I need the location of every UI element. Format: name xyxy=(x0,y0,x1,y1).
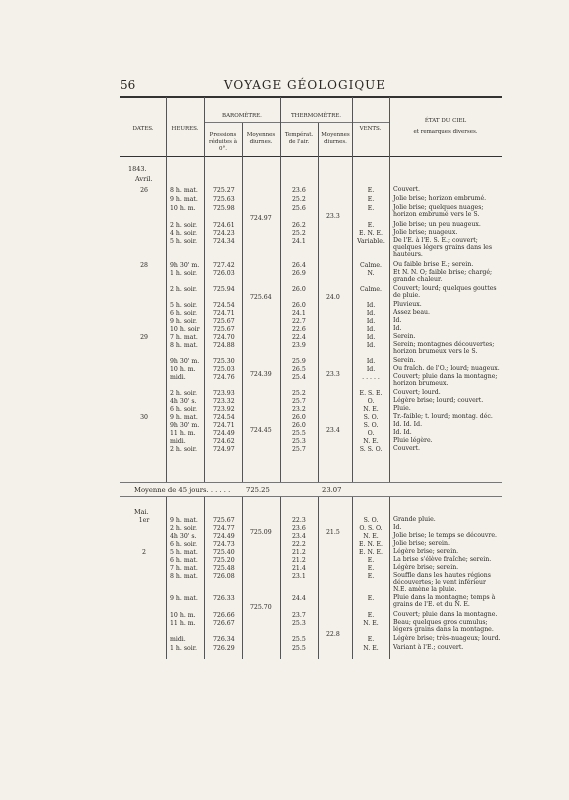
row-pression: 724.54 xyxy=(213,302,235,309)
row-pression: 725.98 xyxy=(213,205,235,212)
row-vent: S. O. xyxy=(363,422,379,429)
row-pression: 726.29 xyxy=(213,645,235,652)
row-remarque: Serein. xyxy=(393,333,416,340)
row-remarque: Couvert; pluie dans la montagne; horizon brumeux. xyxy=(393,373,498,387)
row-remarque: Jolie brise; horizon embrumé. xyxy=(393,195,487,202)
row-pression: 726.33 xyxy=(213,595,235,602)
row-temperature: 25.3 xyxy=(292,620,306,627)
col-rule xyxy=(318,123,319,482)
row-pression: 724.71 xyxy=(213,310,235,317)
row-temperature: 22.4 xyxy=(292,334,306,341)
row-pression: 725.63 xyxy=(213,196,235,203)
row-vent: E. xyxy=(367,205,375,212)
row-vent: E. xyxy=(367,573,375,580)
row-remarque: Légère brise; lourd; couvert. xyxy=(393,397,484,404)
row-pression: 724.23 xyxy=(213,230,235,237)
row-remarque: Serein. xyxy=(393,357,416,364)
row-vent: N. E. xyxy=(363,406,379,413)
row-temperature: 25.7 xyxy=(292,398,306,405)
row-temperature: 26.4 xyxy=(292,262,306,269)
row-pression: 725.67 xyxy=(213,326,235,333)
row-remarque: Couvert; lourd. xyxy=(393,389,441,396)
row-heure: 8 h. mat. xyxy=(170,342,198,349)
row-temperature: 26.5 xyxy=(292,366,306,373)
row-pression: 724.49 xyxy=(213,533,235,540)
row-temperature: 25.7 xyxy=(292,446,306,453)
row-vent: E. xyxy=(367,595,375,602)
row-temperature: 23.6 xyxy=(292,187,306,194)
row-pression: 724.76 xyxy=(213,374,235,381)
row-heure: 1 h. soir. xyxy=(170,270,197,277)
header-thermometre: THERMOMÈTRE. xyxy=(291,113,341,119)
row-temperature: 25.2 xyxy=(292,196,306,203)
row-vent: Id. xyxy=(366,310,376,317)
row-vent: O. xyxy=(367,430,375,437)
row-remarque: Jolie brise; nuageux. xyxy=(393,229,458,236)
row-pression: 723.92 xyxy=(213,406,235,413)
row-temperature: 26.2 xyxy=(292,222,306,229)
row-remarque: Souffle dans les hautes régions découvertes; le vent inférieur N.E. amène la pluie. xyxy=(393,572,491,593)
daily-mean-baro: 725.70 xyxy=(250,604,272,611)
row-heure: 6 h. soir. xyxy=(170,310,197,317)
row-heure: 7 h. mat. xyxy=(170,334,198,341)
row-pression: 725.67 xyxy=(213,517,235,524)
daily-mean-therm: 23.3 xyxy=(326,213,340,220)
row-temperature: 26.0 xyxy=(292,286,306,293)
row-temperature: 25.5 xyxy=(292,636,306,643)
row-temperature: 26.0 xyxy=(292,422,306,429)
group-rule xyxy=(204,122,389,123)
row-vent: Id. xyxy=(366,326,376,333)
row-remarque: Id. xyxy=(393,317,402,324)
row-remarque: Assez beau. xyxy=(393,309,430,316)
row-vent: Calme. xyxy=(360,262,382,269)
row-pression: 724.34 xyxy=(213,238,235,245)
col-rule xyxy=(389,497,390,659)
row-pression: 724.70 xyxy=(213,334,235,341)
daily-mean-baro: 724.97 xyxy=(250,215,272,222)
row-vent: E. xyxy=(367,636,375,643)
row-pression: 725.40 xyxy=(213,549,235,556)
row-heure: 6 h. mat. xyxy=(170,557,198,564)
row-remarque: Id. Id. xyxy=(393,429,412,436)
row-heure: 2 h. soir. xyxy=(170,390,197,397)
row-pression: 726.66 xyxy=(213,612,235,619)
row-remarque: Couvert. xyxy=(393,186,421,193)
row-temperature: 24.1 xyxy=(292,310,306,317)
row-heure: 2 h. soir. xyxy=(170,222,197,229)
row-temperature: 25.4 xyxy=(292,374,306,381)
row-temperature: 23.2 xyxy=(292,406,306,413)
row-pression: 725.27 xyxy=(213,187,235,194)
row-vent: E. N. E. xyxy=(359,549,383,556)
row-heure: 4h 30' s. xyxy=(170,398,197,405)
row-heure: 9h 30' m. xyxy=(170,358,200,365)
row-vent: Id. xyxy=(366,302,376,309)
row-heure: 9 h. mat. xyxy=(170,196,198,203)
row-vent: E. xyxy=(367,196,375,203)
row-temperature: 23.9 xyxy=(292,342,306,349)
month-april: Avril. xyxy=(135,175,153,183)
running-head xyxy=(120,78,490,92)
row-pression: 726.67 xyxy=(213,620,235,627)
col-rule xyxy=(204,97,205,482)
row-vent: O. xyxy=(367,398,375,405)
daily-mean-therm: 22.8 xyxy=(326,631,340,638)
row-remarque: Grande pluie. xyxy=(393,516,436,523)
row-remarque: La brise s'élève fraîche; serein. xyxy=(393,556,492,563)
row-pression: 726.08 xyxy=(213,573,235,580)
average-therm: 23.07 xyxy=(322,486,342,494)
row-heure: 9 h. mat. xyxy=(170,595,198,602)
average-top-rule xyxy=(120,482,502,483)
row-temperature: 23.4 xyxy=(292,533,306,540)
row-heure: 5 h. mat. xyxy=(170,549,198,556)
col-rule xyxy=(280,97,281,482)
row-pression: 726.34 xyxy=(213,636,235,643)
row-temperature: 25.2 xyxy=(292,230,306,237)
row-remarque: Couvert; pluie dans la montagne. xyxy=(393,611,498,618)
row-temperature: 25.5 xyxy=(292,430,306,437)
row-vent: S. O. xyxy=(363,517,379,524)
row-pression: 723.32 xyxy=(213,398,235,405)
col-rule xyxy=(318,497,319,659)
row-temperature: 24.4 xyxy=(292,595,306,602)
month-may: Mai. xyxy=(134,508,149,516)
row-heure: 8 h. mat. xyxy=(170,187,198,194)
row-pression: 725.20 xyxy=(213,557,235,564)
row-remarque: Pluie légère. xyxy=(393,437,433,444)
row-heure: 9h 30' m. xyxy=(170,422,200,429)
year-label: 1843. xyxy=(128,165,147,173)
col-rule xyxy=(166,497,167,659)
col-rule xyxy=(389,97,390,482)
row-remarque: Et N. N. O; faible brise; chargé; grande chaleur. xyxy=(393,269,493,283)
row-remarque: Pluvieux. xyxy=(393,301,422,308)
row-vent: O. S. O. xyxy=(359,525,383,532)
row-temperature: 26.0 xyxy=(292,302,306,309)
row-vent: Id. xyxy=(366,318,376,325)
row-remarque: Pluie. xyxy=(393,405,411,412)
row-vent: N. E. xyxy=(363,438,379,445)
row-remarque: Variant à l'E.; couvert. xyxy=(393,644,464,651)
row-vent: Calme. xyxy=(360,286,382,293)
row-vent: Variable. xyxy=(357,238,385,245)
row-temperature: 21.2 xyxy=(292,549,306,556)
row-pression: 725.48 xyxy=(213,565,235,572)
row-heure: 7 h. mat. xyxy=(170,565,198,572)
row-vent: E. N. E. xyxy=(359,230,383,237)
row-heure: midi. xyxy=(170,636,186,643)
row-vent: E. xyxy=(367,187,375,194)
row-pression: 723.93 xyxy=(213,390,235,397)
row-heure: 9 h. mat. xyxy=(170,517,198,524)
col-rule xyxy=(166,97,167,482)
row-heure: 11 h. m. xyxy=(170,620,196,627)
table-top-rule xyxy=(120,96,502,98)
daily-mean-therm: 21.5 xyxy=(326,529,340,536)
header-vents: VENTS. xyxy=(359,126,382,132)
daily-mean-baro: 724.39 xyxy=(250,371,272,378)
row-pression: 724.49 xyxy=(213,430,235,437)
row-vent: Id. xyxy=(366,366,376,373)
row-temperature: 26.0 xyxy=(292,414,306,421)
daily-mean-baro: 725.09 xyxy=(250,529,272,536)
header-bottom-rule xyxy=(120,156,502,157)
row-pression: 725.67 xyxy=(213,318,235,325)
header-moyennes-baro: Moyennes diurnes. xyxy=(246,132,276,145)
row-pression: 724.61 xyxy=(213,222,235,229)
row-remarque: Pluie dans la montagne; temps à grains de l'E. et du N. E. xyxy=(393,594,496,608)
row-heure: 6 h. soir. xyxy=(170,406,197,413)
row-heure: 2 h. soir. xyxy=(170,286,197,293)
row-temperature: 21.2 xyxy=(292,557,306,564)
col-rule xyxy=(204,497,205,659)
row-heure: midi. xyxy=(170,374,186,381)
row-remarque: Légère brise; très-nuageux; lourd. xyxy=(393,635,501,642)
row-pression: 724.73 xyxy=(213,541,235,548)
row-date: 30 xyxy=(140,414,148,421)
row-vent: N. xyxy=(367,270,375,277)
daily-mean-therm: 23.3 xyxy=(326,371,340,378)
header-etat-sub: et remarques diverses. xyxy=(413,129,478,135)
row-heure: 9 h. soir. xyxy=(170,318,197,325)
row-temperature: 22.6 xyxy=(292,326,306,333)
row-remarque: Jolie brise; un peu nuageux. xyxy=(393,221,481,228)
row-vent: Id. xyxy=(366,358,376,365)
row-date: 2 xyxy=(142,549,146,556)
row-vent: E. xyxy=(367,222,375,229)
row-temperature: 25.2 xyxy=(292,390,306,397)
row-remarque: Légère brise; serein. xyxy=(393,564,459,571)
row-temperature: 22.7 xyxy=(292,318,306,325)
row-remarque: Id. xyxy=(393,524,402,531)
col-rule xyxy=(280,497,281,659)
row-pression: 725.30 xyxy=(213,358,235,365)
header-dates: DATES. xyxy=(132,126,154,132)
row-heure: 9h 30' m. xyxy=(170,262,200,269)
row-heure: 9 h. mat. xyxy=(170,414,198,421)
daily-mean-therm: 23.4 xyxy=(326,427,340,434)
row-heure: 2 h. soir. xyxy=(170,525,197,532)
row-pression: 725.03 xyxy=(213,366,235,373)
row-remarque: Id. xyxy=(393,325,402,332)
row-remarque: Couvert. xyxy=(393,445,421,452)
row-remarque: Légère brise; serein. xyxy=(393,548,459,555)
row-heure: 10 h. m. xyxy=(170,366,196,373)
row-heure: 4h 30' s. xyxy=(170,533,197,540)
header-etat: ÉTAT DU CIEL xyxy=(424,118,467,124)
row-remarque: Jolie brise; serein. xyxy=(393,540,450,547)
row-vent: Id. xyxy=(366,334,376,341)
row-remarque: Jolie brise; le temps se découvre. xyxy=(393,532,497,539)
row-vent: N. E. xyxy=(363,645,379,652)
row-remarque: Jolie brise; quelques nuages; horizon embrumé vers le S. xyxy=(393,204,484,218)
header-pressions: Pressions réduites à 0°. xyxy=(208,132,238,152)
row-pression: 724.62 xyxy=(213,438,235,445)
row-remarque: Ou fraîch. de l'O.; lourd; nuageux. xyxy=(393,365,500,372)
row-temperature: 25.5 xyxy=(292,645,306,652)
page-title: VOYAGE GÉOLOGIQUE xyxy=(223,78,387,92)
row-vent: E. xyxy=(367,612,375,619)
row-heure: 6 h. soir. xyxy=(170,541,197,548)
row-temperature: 23.6 xyxy=(292,525,306,532)
row-temperature: 23.7 xyxy=(292,612,306,619)
row-remarque: De l'E. à l'E. S. E.; couvert; quelques légers grains dans les hauteurs. xyxy=(393,237,493,258)
page-number: 56 xyxy=(120,78,136,92)
row-heure: 10 h. soir xyxy=(170,326,200,333)
row-temperature: 25.3 xyxy=(292,438,306,445)
header-barometre: BAROMÈTRE. xyxy=(222,113,262,119)
row-temperature: 21.4 xyxy=(292,565,306,572)
row-temperature: 26.9 xyxy=(292,270,306,277)
header-moyennes-therm: Moyennes diurnes. xyxy=(321,132,350,145)
row-pression: 724.97 xyxy=(213,446,235,453)
row-remarque: Tr.-faible; t. lourd; montag. déc. xyxy=(393,413,493,420)
header-temperat: Températ. de l'air. xyxy=(284,132,314,145)
row-vent: N. E. xyxy=(363,533,379,540)
row-vent: Id. xyxy=(366,342,376,349)
average-baro: 725.25 xyxy=(246,486,270,494)
row-temperature: 23.1 xyxy=(292,573,306,580)
row-date: 29 xyxy=(140,334,148,341)
header-heures: HEURES. xyxy=(171,126,199,132)
average-label: Moyenne de 45 jours. . . . . . xyxy=(134,486,231,494)
row-vent: E. S. E. xyxy=(359,390,383,397)
row-temperature: 22.2 xyxy=(292,541,306,548)
row-heure: 2 h. soir. xyxy=(170,446,197,453)
row-pression: 724.54 xyxy=(213,414,235,421)
row-remarque: Beau; quelques gros cumulus; légers grains dans la montagne. xyxy=(393,619,494,633)
daily-mean-baro: 725.64 xyxy=(250,294,272,301)
row-date: 26 xyxy=(140,187,148,194)
row-pression: 726.03 xyxy=(213,270,235,277)
row-date: 1er xyxy=(138,517,150,524)
row-heure: 5 h. soir. xyxy=(170,302,197,309)
row-heure: 11 h. m. xyxy=(170,430,196,437)
row-vent: S. O. xyxy=(363,414,379,421)
row-temperature: 25.6 xyxy=(292,205,306,212)
row-heure: 4 h. soir. xyxy=(170,230,197,237)
row-heure: 1 h. soir. xyxy=(170,645,197,652)
row-heure: 5 h. soir. xyxy=(170,238,197,245)
row-remarque: Ou faible brise E.; serein. xyxy=(393,261,474,268)
row-date: 28 xyxy=(140,262,148,269)
row-temperature: 24.1 xyxy=(292,238,306,245)
row-vent: N. E. xyxy=(363,620,379,627)
row-pression: 725.94 xyxy=(213,286,235,293)
row-vent: S. S. O. xyxy=(359,446,383,453)
daily-mean-therm: 24.0 xyxy=(326,294,340,301)
row-temperature: 25.9 xyxy=(292,358,306,365)
row-remarque: Serein; montagnes découvertes; horizon brumeux vers le S. xyxy=(393,341,495,355)
row-temperature: 22.3 xyxy=(292,517,306,524)
row-vent: E. N. E. xyxy=(359,541,383,548)
daily-mean-baro: 724.45 xyxy=(250,427,272,434)
row-remarque: Couvert; lourd; quelques gouttes de pluie. xyxy=(393,285,497,299)
row-heure: 10 h. m. xyxy=(170,612,196,619)
row-vent: . . . . . xyxy=(362,374,380,381)
row-pression: 724.71 xyxy=(213,422,235,429)
row-pression: 727.42 xyxy=(213,262,235,269)
row-heure: 10 h. m. xyxy=(170,205,196,212)
row-heure: midi. xyxy=(170,438,186,445)
row-vent: E. xyxy=(367,557,375,564)
row-remarque: Id. Id. Id. xyxy=(393,421,423,428)
row-heure: 8 h. mat. xyxy=(170,573,198,580)
average-bottom-rule xyxy=(120,496,502,497)
row-pression: 724.88 xyxy=(213,342,235,349)
row-pression: 724.77 xyxy=(213,525,235,532)
row-vent: E. xyxy=(367,565,375,572)
